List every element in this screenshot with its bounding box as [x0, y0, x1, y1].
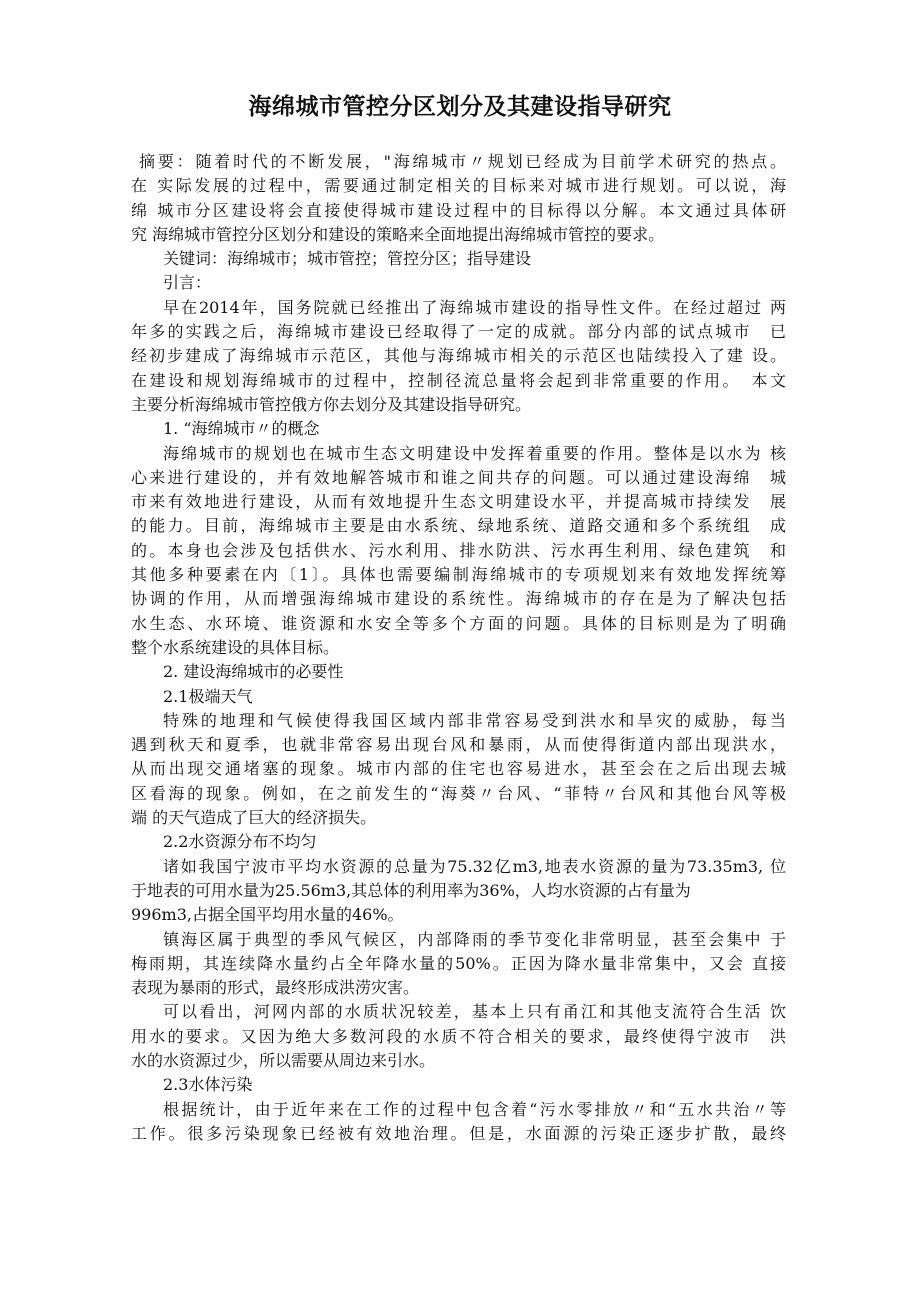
paragraph-line: 从而出现交通堵塞的现象。城市内部的住宅也容易进水，甚至会在之后出现去城	[131, 759, 786, 779]
abstract-line: 在 实际发展的过程中，需要通过制定相关的目标来对城市进行规划。可以说，海	[131, 176, 786, 196]
paragraph-line: 海绵城市的规划也在城市生态文明建设中发挥着重要的作用。整体是以水为 核	[163, 443, 786, 463]
paragraph-line: 用水的要求。又因为绝大多数河段的水质不符合相关的要求，最终使得宁波市 洪	[131, 1026, 786, 1046]
paragraph-line: 的能力。目前，海绵城市主要是由水系统、绿地系统、道路交通和多个系统组 成	[131, 516, 786, 536]
document-title: 海绵城市管控分区划分及其建设指导研究	[248, 93, 672, 120]
paragraph-line: 整个水系统建设的具体目标。	[131, 637, 340, 657]
paragraph-line: 早在2014年，国务院就已经推出了海绵城市建设的指导性文件。在经过超过 两	[163, 297, 786, 317]
subsection-heading: 2.1极端天气	[163, 686, 253, 706]
paragraph-line: 表现为暴雨的形式，最终形成洪涝灾害。	[131, 978, 420, 998]
abstract-line: 摘要：随着时代的不断发展，"海绵城市〃规划已经成为目前学术研究的热点。	[139, 152, 786, 171]
section-heading: 2. 建设海绵城市的必要性	[163, 662, 344, 682]
paragraph-line: 在建设和规划海绵城市的过程中，控制径流总量将会起到非常重要的作用。 本文	[131, 370, 786, 390]
paragraph-line: 其他多种要素在内〔1〕。具体也需要编制海绵城市的专项规划来有效地发挥统筹	[131, 565, 786, 585]
paragraph-line: 区看海的现象。例如，在之前发生的“海葵〃台风、“菲特〃台风和其他台风等极	[131, 783, 786, 803]
paragraph-line: 996m3,占据全国平均用水量的46%。	[131, 905, 404, 925]
paragraph-line: 的。本身也会涉及包括供水、污水利用、排水防洪、污水再生利用、绿色建筑 和	[131, 540, 786, 560]
subsection-heading: 2.2水资源分布不均匀	[163, 832, 317, 852]
keywords-line: 关键词：海绵城市；城市管控；管控分区；指导建设	[163, 249, 532, 269]
paragraph-line: 根据统计，由于近年来在工作的过程中包含着“污水零排放〃和“五水共治〃等	[163, 1099, 786, 1119]
paragraph-line: 梅雨期，其连续降水量约占全年降水量的50%。正因为降水量非常集中，又会 直接	[131, 953, 786, 973]
document-body	[131, 150, 786, 1146]
subsection-heading: 2.3水体污染	[163, 1075, 253, 1095]
paragraph-line: 市来有效地进行建设，从而有效地提升生态文明建设水平，并提高城市持续发 展	[131, 492, 786, 512]
paragraph-line: 诸如我国宁波市平均水资源的总量为75.32亿m3,地表水资源的量为73.35m3, 位	[163, 856, 786, 876]
paragraph-line: 镇海区属于典型的季风气候区，内部降雨的季节变化非常明显，甚至会集中 于	[163, 929, 786, 949]
paragraph-line: 心来进行建设的，并有效地解答城市和谁之间共存的问题。可以通过建设海绵 城	[131, 467, 786, 487]
abstract-line: 绵 城市分区建设将会直接使得城市建设过程中的目标得以分解。本文通过具体研	[131, 200, 786, 220]
paragraph-line: 特殊的地理和气候使得我国区域内部非常容易受到洪水和旱灾的威胁，每当	[163, 710, 786, 730]
paragraph-line: 工作。很多污染现象已经被有效地治理。但是，水面源的污染正逐步扩散，最终	[131, 1123, 786, 1143]
paragraph-line: 遇到秋天和夏季，也就非常容易出现台风和暴雨，从而使得街道内部出现洪水，	[131, 735, 786, 755]
intro-heading: 引言：	[163, 273, 212, 293]
paragraph-line: 于地表的可用水量为25.56m3,其总体的利用率为36%，人均水资源的占有量为	[131, 880, 691, 900]
paragraph-line: 端 的天气造成了巨大的经济损失。	[131, 808, 377, 828]
section-heading: 1. “海绵城市〃的概念	[163, 419, 320, 439]
paragraph-line: 水的水资源过少，所以需要从周边来引水。	[131, 1050, 436, 1070]
paragraph-line: 协调的作用，从而增强海绵城市建设的系统性。海绵城市的存在是为了解决包括	[131, 589, 786, 609]
abstract-line: 究 海绵城市管控分区划分和建设的策略来全面地提出海绵城市管控的要求。	[131, 224, 665, 244]
paragraph-line: 可以看出，河网内部的水质状况较差，基本上只有甬江和其他支流符合生活 饮	[163, 1002, 786, 1022]
paragraph-line: 年多的实践之后，海绵城市建设已经取得了一定的成就。部分内部的试点城市 已	[131, 322, 786, 342]
paragraph-line: 主要分析海绵城市管控俄方你去划分及其建设指导研究。	[131, 394, 532, 414]
paragraph-line: 经初步建成了海绵城市示范区，其他与海绵城市相关的示范区也陆续投入了建 设。	[131, 346, 786, 366]
paragraph-line: 水生态、水环境、谁资源和水安全等多个方面的问题。具体的目标则是为了明确	[131, 613, 786, 633]
